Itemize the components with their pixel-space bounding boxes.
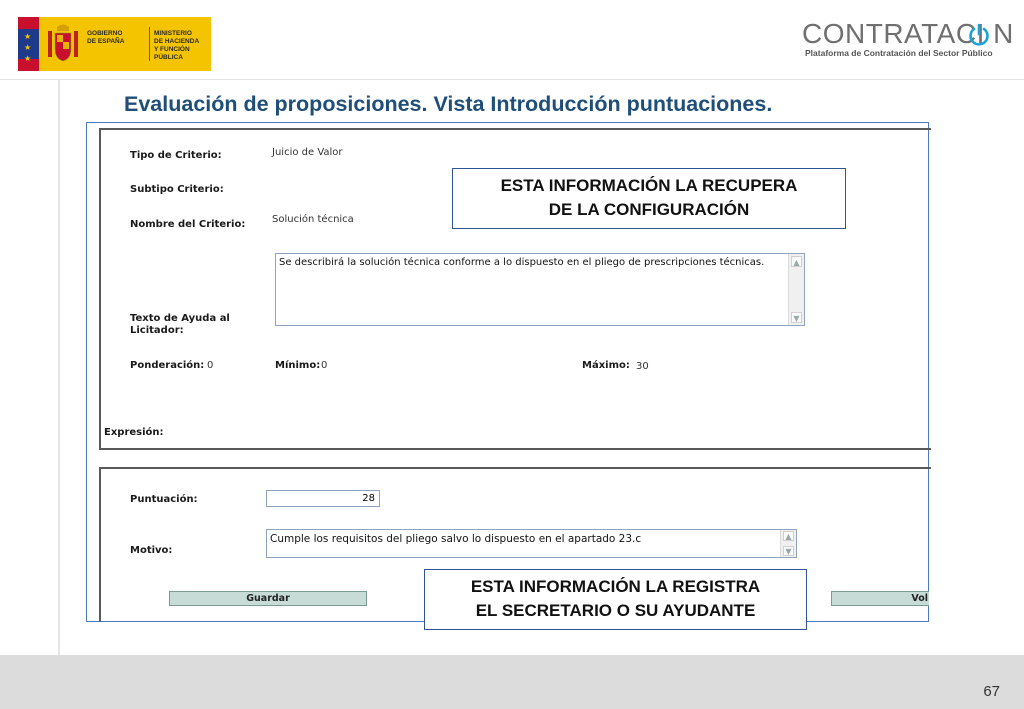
motivo-value: Cumple los requisitos del pliego salvo lo dispuesto en el apartado 23.c [270,533,642,545]
maximo-label: Máximo: [582,360,630,371]
expresion-label: Expresión: [104,427,164,438]
tipo-criterio-label: Tipo de Criterio: [130,150,222,161]
texto-ayuda-value: Se describirá la solución técnica conforme a lo dispuesto en el pliego de prescripciones técnicas. [279,257,765,268]
page-title: Evaluación de proposiciones. Vista Introducción puntuaciones. [124,92,773,116]
coat-of-arms-icon [45,23,81,65]
power-icon [968,23,990,47]
page-number: 67 [983,683,1000,700]
tipo-criterio-value: Juicio de Valor [272,147,343,158]
ponderacion-value: 0 [207,360,214,371]
contratacion-subtitle: Plataforma de Contratación del Sector Público [805,48,993,58]
subtipo-criterio-label: Subtipo Criterio: [130,184,224,195]
texto-ayuda-scrollbar[interactable] [788,254,804,325]
header-divider [0,79,1024,80]
gobierno-logo [18,17,211,71]
guardar-button[interactable]: Guardar [169,591,367,606]
ponderacion-label: Ponderación: [130,360,205,371]
texto-ayuda-textarea[interactable] [275,253,805,326]
motivo-textarea[interactable] [266,529,797,558]
callout-registro: ESTA INFORMACIÓN LA REGISTRA EL SECRETARIO O SU AYUDANTE [424,569,807,630]
eu-flag-stripe: ★ ★ ★ [18,17,39,71]
motivo-scrollbar[interactable] [780,530,796,557]
volver-button[interactable]: Vol [831,591,929,606]
callout-configuracion: ESTA INFORMACIÓN LA RECUPERA DE LA CONFIGURACIÓN [452,168,846,229]
texto-ayuda-label: Texto de Ayuda al Licitador: [130,313,230,336]
scroll-up-icon[interactable]: ▲ [791,256,802,267]
scroll-down-icon[interactable]: ▼ [791,312,802,323]
contratacion-word: CONTRATACI N [802,18,1014,49]
footer-bar [0,655,1024,709]
contratacion-logo [802,18,1012,63]
motivo-label: Motivo: [130,545,173,556]
minimo-label: Mínimo: [275,360,321,371]
nombre-criterio-label: Nombre del Criterio: [130,219,246,230]
minimo-value: 0 [321,360,328,371]
puntuacion-input[interactable]: 28 [266,490,380,507]
scroll-down-icon[interactable]: ▼ [783,546,794,556]
left-divider [58,80,60,655]
scroll-up-icon[interactable]: ▲ [783,531,794,541]
gobierno-text: GOBIERNO DE ESPAÑA [87,30,125,45]
nombre-criterio-value: Solución técnica [272,214,354,225]
maximo-value: 30 [636,361,649,372]
puntuacion-label: Puntuación: [130,494,198,505]
ministerio-text: MINISTERIO DE HACIENDA Y FUNCIÓN PÚBLICA [154,30,200,61]
